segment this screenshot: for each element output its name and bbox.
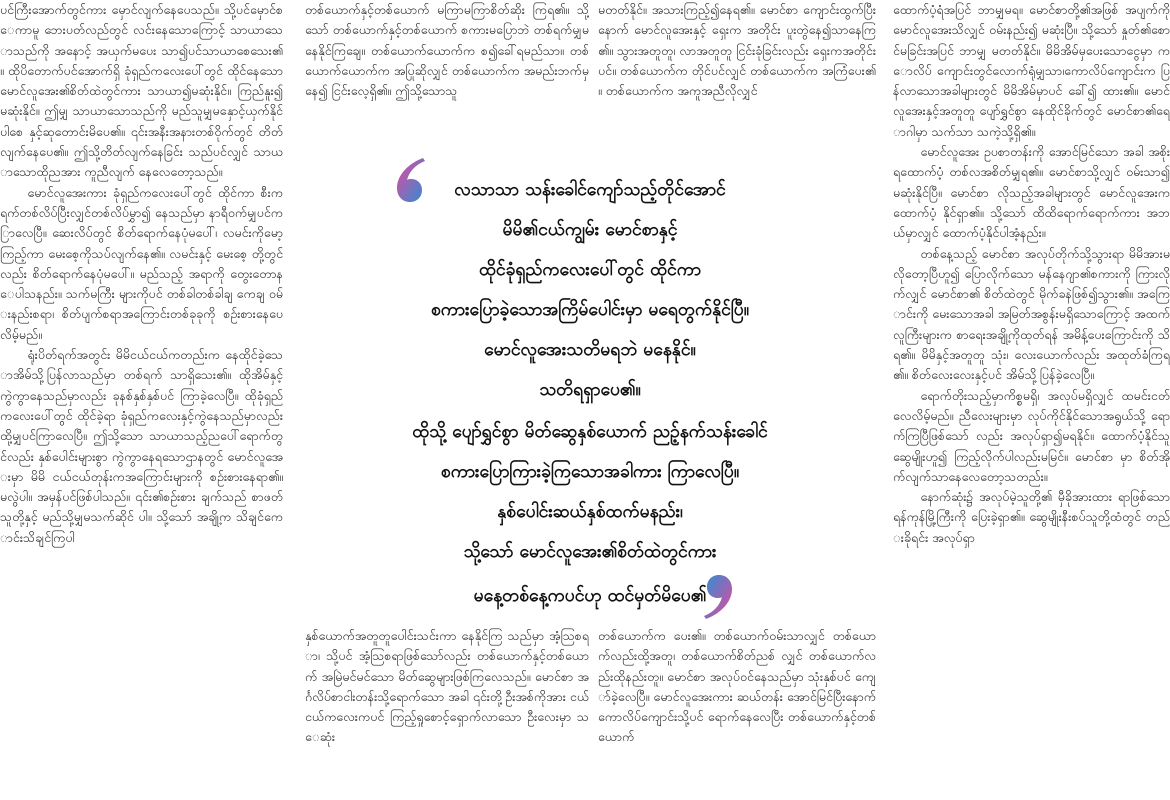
paragraph: မောင်လူအေးကား ခုံရှည်ကလေးပေါ်တွင် ထိုင်ကာ စီးကရက်တစ်လိပ်ပြီးလျှင်တစ်လိပ်မွှာ၍ နေသည်မှာ နာရီဝက်မျှပင်ကြာလေပြီ။ ဆေးလိပ်တွင် စိတ်ရောက်နေပုံမပေါ်၊ လမင်းကိုမော့ကြည့်ကာ မေးစေ့ကိုသပ်လျက်နေ၏။ လမင်းနှင့် မေးစေ့ တို့တွင်လည်း စိတ်ရောက်နေပုံမပေါ်။ မည်သည့် အရာကို တွေးတောနေပါသနည်း။ သက်မကြီး များကိုပင် တစ်ခါတစ်ခါချ ကေချ ဝမ်းနည်းစရာ၊ စိတ်ပျက်စရာအကြောင်းတစ်ခုခုကို စဉ်းစားနေပေ လိမ့်မည်။ — [0, 184, 283, 342]
pull-quote-line: မနေ့တစ်နေ့ကပင်ဟု ထင်မှတ်မိပေ၏ — [473, 586, 707, 606]
middle-top-right-text — [598, 0, 876, 142]
paragraph: ရောက်တိုးသည့်မှာကိစ္စမရှိ၊ အလုပ်မရှိလျှင် ထမင်းငတ်လေလိမ့်မည်။ ညီလေးများမှာ လုပ်ကိုင်နိုင်သောအရွယ်သို့ ရောက်ကြပြီဖြစ်သော် လည်း အလုပ်ရှာ၍မရနိုင်။ ထောက်ပံ့နိုင်သူ ဆွေမျိုးဟူ၍ ကြည့်လိုက်ပါလည်းမမြင်။ မောင်စာ မှာ စိတ်အိုက်လျက်သာနေလေတော့သတည်း။ — [893, 387, 1170, 484]
pull-quote-line: စကားပြောခဲ့သောအကြိမ်ပေါင်းမှာ မရေတွက်နိုင်ပြီ။ — [430, 300, 750, 320]
close-quote-icon — [698, 573, 736, 621]
middle-bottom-left-text — [305, 626, 589, 800]
pull-quote-line: သို့သော် မောင်လူအေး၏စိတ်ထဲတွင်ကား — [463, 542, 717, 562]
middle-bottom-right-text — [598, 626, 876, 800]
left-article-column — [0, 0, 283, 800]
paragraph: တစ်ယောက်နှင့်တစ်ယောက် မကြာမကြာစိတ်ဆိုး ကြရ၏။ သို့သော် တစ်ယောက်နှင့်တစ်ယောက် စကားမပြောဘဲ တစ်ရက်မျှမနေနိုင်ကြချေ။ တစ်ယောက်ယောက်က စ၍ခေါ်ရမည်သာ။ တစ်ယောက်ယောက်က အပြုဆိုလျှင် တစ်ယောက်က အမည်းဘက်မှနေ၍ ငြင်းလေ့ရှိ၏။ ဤသို့သောသူ — [305, 2, 589, 99]
middle-top-left-text — [305, 0, 589, 142]
paragraph: မတတ်နိုင်။ အသားကြည့်၍နေရ၏။ မောင်စာ ကျောင်းထွက်ပြီးနောက် မောင်လူအေးနှင့် ရှေးက အတိုင်း ပူးတွဲနေ၍သာနေကြ၏။ သွားအတူတူ၊ လာအတူတူ ငြင်းခုံခြင်းလည်း ရှေးကအတိုင်းပင်။ တစ်ယောက်က တိုင်ပင်လျှင် တစ်ယောက်က အကြံပေး၏။ တစ်ယောက်က အကူအညီလိုလျှင် — [598, 2, 876, 99]
paragraph: ထောက်ပံ့ရံအပြင် ဘာမျှမရ။ မောင်စာတို့၏အဖြစ် အပျက်ကို မောင်လူအေးသိလျှင် ဝမ်းနည်း၍ မဆုံးပြီ။ သို့သော် နှုတ်၏စောင်မခြင်းအပြင် ဘာမျှ မတတ်နိုင်။ မိမိအိမ်မှပေးသောငွေမှာ ကောလိပ် ကျောင်းတွင်လောက်ရုံမျှသာ၊ကောလိပ်ကျောင်းက ပြန်လာသောအခါများတွင် မိမိအိမ်မှာပင် ခေါ်၍ ထား၏။ မောင်လူအေးနှင့်အတူတူ ပျော်ရွှင်စွာ နေထိုင်ခိုက်တွင် မောင်စာ၏ရောဂါမှာ သက်သာ သကဲ့သို့ရှိ၏။ — [893, 2, 1170, 139]
pull-quote-line: ထိုသို့ ပျော်ရွှင်စွာ မိတ်ဆွေနှစ်ယောက် ညဉ့်နက်သန်းခေါင် — [412, 422, 768, 442]
pull-quote-line: နှစ်ပေါင်းဆယ်နှစ်ထက်မနည်း၊ — [497, 502, 683, 522]
pull-quote — [300, 150, 880, 620]
paragraph: မောင်လူအေး ဥပစာတန်းကို အောင်မြင်သော အခါ အစိုးရထောက်ပံ့ တစ်လအစိတ်မျှရ၏။ မောင်စာသို့လျှင် ဝမ်းသာ၍မဆုံးနိုင်ပြီ။ မောင်စာ လိုသည့်အခါများတွင် မောင်လူအေးက ထောက်ပံ့ နိုင်ရှာ၏။ သို့သော် ထိထိရောက်ရောက်ကား အဘယ်မှာလျှင် ထောက်ပံ့နိုင်ပါအံ့နည်း။ — [893, 144, 1170, 241]
pull-quote-line: မောင်လူအေးသတိမရဘဲ မနေနိုင်။ — [484, 340, 696, 360]
pull-quote-line: သတိရရှာပေ၏။ — [539, 380, 641, 400]
pull-quote-line: ထိုင်ခုံရှည်ကလေးပေါ်တွင် ထိုင်ကာ — [478, 260, 702, 280]
paragraph: တစ်နေ့သည့် မောင်စာ အလုပ်တိုက်သို့သွားရာ မိမိအားမလိုတော့ပြီဟူ၍ ပြောလိုက်သော မန်နေဂျာ၏စကားကို ကြားလိုက်လျှင် မောင်စာ၏ စိတ်ထဲတွင် မိုက်ခနဲဖြစ်၍သွား၏။ အကြောင်းကို မေးသောအခါ အမြတ်အစွန်းမရှိသောကြောင့် အထက်လူကြီးများက စာရေးအချို့ကိုထုတ်ရန် အမိန့်ပေးကြောင်းကို သိရ၏။ မိမိနှင့်အတူတူ သုံး၊ လေးယောက်လည်း အထုတ်ခံကြရ၏။ စိတ်လေးလေးနှင့်ပင် အိမ်သို့ပြန်ခဲ့လေပြီ။ — [893, 245, 1170, 383]
paragraph: ရုံးပိတ်ရက်အတွင်း မိမိငယ်ငယ်ကတည်းက နေထိုင်ခဲ့သောအိမ်သို့ပြန်လာသည်မှာ တစ်ရက် သာရှိသေး၏။ ထိုအိမ်နှင့်ကွဲကွာနေသည်မှာလည်း ခုနစ်နှစ်နှစ်ပင် ကြာခဲ့လေပြီ။ ထိုခုံရှည်ကလေးပေါ်တွင် ထိုင်ခဲ့ရာ ခုံရှည်ကလေးနှင့်ကွဲနေသည်မှာလည်း ထို့မျှပင်ကြာလေပြီ။ ဤသို့သော သာယာသည့်ညပေါ်ရောက်တွင်လည်း နှစ်ပေါင်းများစွာ ကွဲကွာနေရသောဌာနတွင် မောင်လူအေးမှာ မိမိ ငယ်ငယ်တုန်းကအကြောင်းများကို စဉ်းစားနေရာ၏။ မလွဲပါ။ အမှန်ပင်ဖြစ်ပါသည်။ ၎င်း၏စဉ်းစား ချက်သည် စာဖတ်သူတို့နှင့် မည်သို့မျှမသက်ဆိုင် ပါ။ သို့သော် အချို့က သိချင်ကောင်းသိချင်ကြပါ — [0, 347, 283, 545]
paragraph: နောက်ဆုံး၌ အလုပ်မဲ့သူတို့၏ မှီခိုအားထား ရာဖြစ်သော ရန်ကုန်မြို့ကြီးကို ပြေးခဲ့ရှာ၏။ ဆွေမျိုးနီးစပ်သူတို့ထံတွင် တည်းခိုရင်း အလုပ်ရှာ — [893, 489, 1170, 545]
right-article-column — [893, 0, 1170, 800]
paragraph: တစ်ယောက်က ပေး၏။ တစ်ယောက်ဝမ်းသာလျှင် တစ်ယောက်လည်းထို့အတူ၊ တစ်ယောက်စိတ်ညစ် လျှင် တစ်ယောက်လည်းထိုနည်းတူ။ မောင်စာ အလုပ်ဝင်နေသည်မှာ သုံးနှစ်ပင် ကျော်ခဲ့လေပြီ။ မောင်လူအေးကား ဆယ်တန်း အောင်မြင်ပြီးနောက် ကောလိပ်ကျောင်းသို့ပင် ရောက်နေလေပြီး တစ်ယောက်နှင့်တစ်ယောက် — [598, 628, 876, 745]
paragraph: ပင်ကြီးအောက်တွင်ကား မှောင်လျက်နေပေသည်။ သို့ပင်မှောင်စေကာမူ ဘေးပတ်လည်တွင် လင်းနေသောကြောင့် သာယာသောသည်ကို အနောင့် အယှက်မပေး သာ၍ပင်သာယာစေသေး၏။ ထိုပိတောက်ပင်အောက်ရှိ ခုံရှည်ကလေးပေါ်တွင် ထိုင်နေသော မောင်လူအေး၏စိတ်ထဲတွင်ကား သာယာ၍မဆုံးနိုင်။ ကြည်နူး၍မဆုံးနိုင်။ ဤမျှ သာယာသောသည်ကို မည်သူမျှမနှောင့်ယှက်နိုင်ပါစေ နှင့်ဆုတောင်းမိပေ၏။ ၎င်းအနီးအနားတစ်ဝိုက်တွင် တိတ်လျက်နေပေ၏။ ဤသို့တိတ်လျက်နေခြင်း သည်ပင်လျှင် သာယာသောထိုညအား ကူညီလျက် နေလေတော့သည်။ — [0, 2, 283, 180]
pull-quote-line: လသာသာ သန်းခေါင်ကျော်သည့်တိုင်အောင် — [454, 180, 726, 200]
pull-quote-line: စကားပြောကြားခဲ့ကြသောအခါကား ကြာလေပြီ။ — [440, 462, 740, 482]
paragraph: နှစ်ယောက်အတူတူပေါင်းသင်းကာ နေနိုင်ကြ သည်မှာ အံ့သြစရာ၊ သို့ပင် အံ့သြစရာဖြစ်သော်လည်း တစ်ယောက်နှင့်တစ်ယောက် အမြဲမင်မင်သော မိတ်ဆွေများဖြစ်ကြလေသည်။ မောင်စာ အင်္ဂလိပ်စာငါးတန်းသို့ရောက်သော အခါ ၎င်းတို့ဦးအစ်ကိုအား ငယ်ငယ်ကလေးကပင် ကြည့်ရှုစောင့်ရှောက်လာသော ဦးလေးမှာ သေဆုံး — [305, 628, 589, 745]
pull-quote-line: မိမိ၏ငယ်ကျွမ်း မောင်စာနှင့် — [502, 220, 678, 240]
